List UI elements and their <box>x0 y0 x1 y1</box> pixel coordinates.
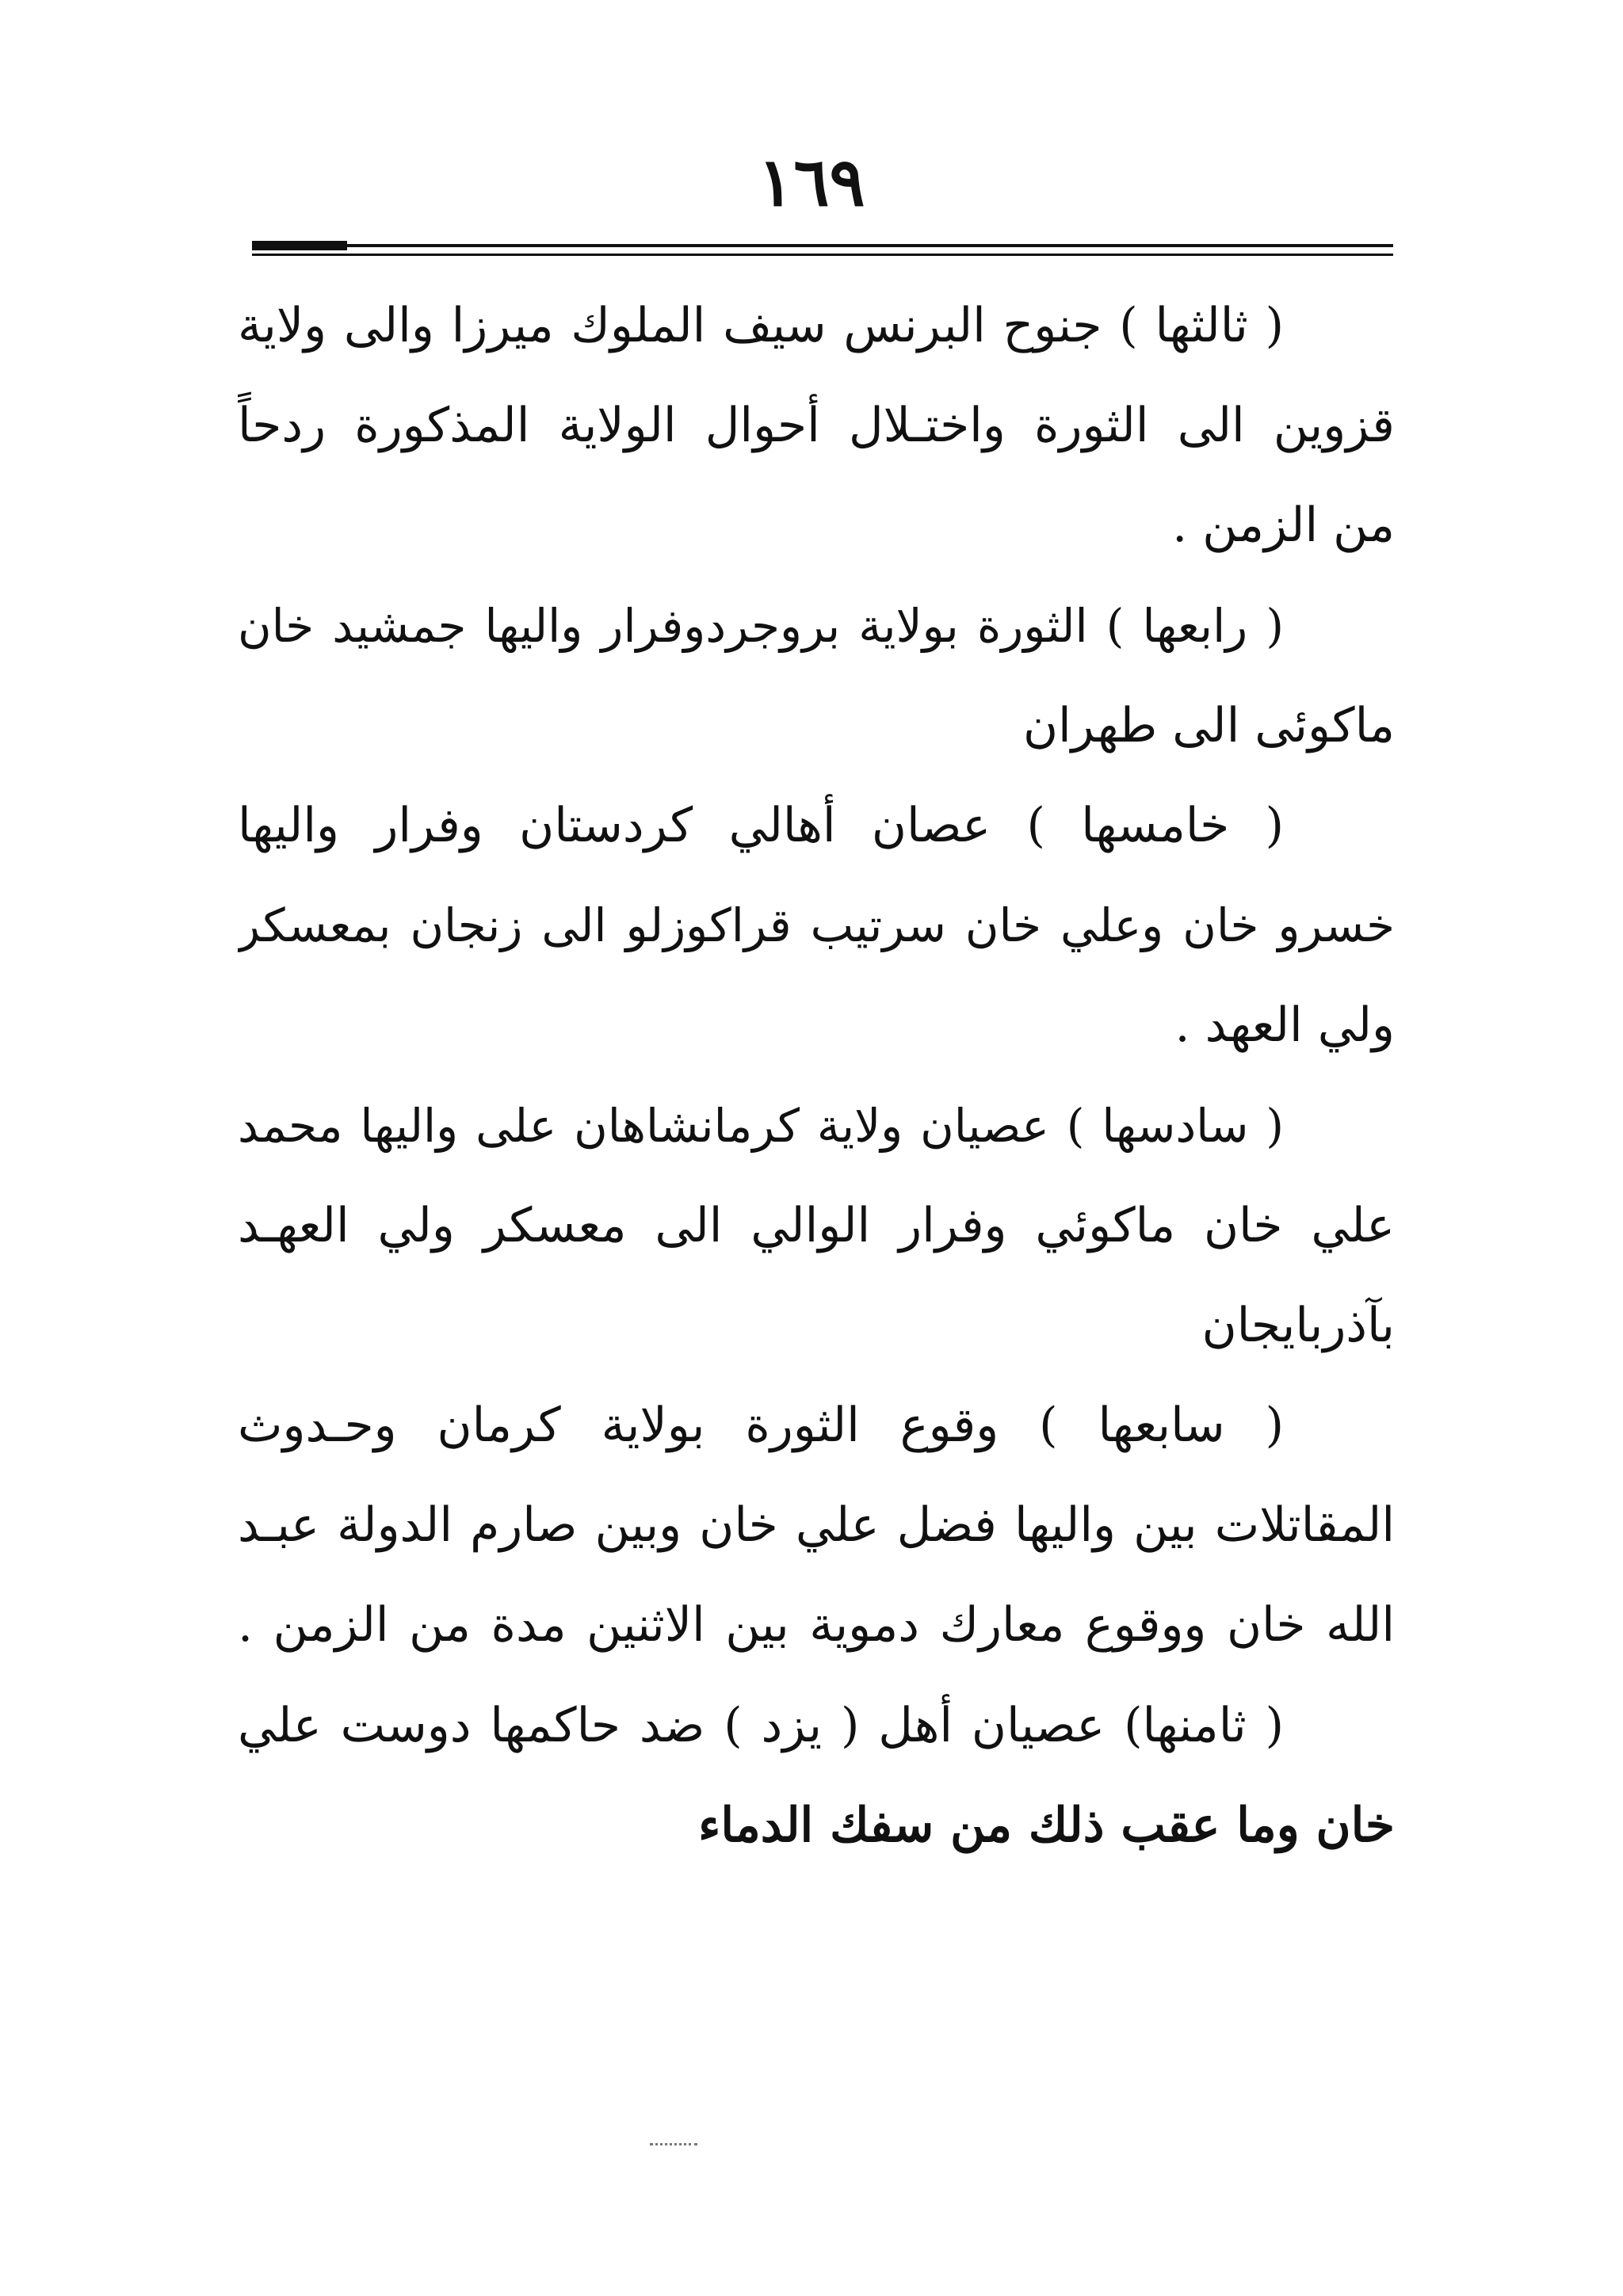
text-line: المقاتلات بين واليها فضل علي خان وبين صارم الدولة عبـد <box>238 1497 1395 1554</box>
text-line: ماكوئى الى طهران <box>1022 697 1395 753</box>
header-rule-bottom <box>252 254 1393 256</box>
text-line: قزوين الى الثورة واختـلال أحوال الولاية المذكورة ردحاً <box>238 398 1395 454</box>
text-line: ( ثامنها) عصيان أهل ( يزد ) ضد حاكمها دوست علي <box>238 1697 1284 1753</box>
text-line: من الزمن . <box>1172 498 1395 554</box>
text-line: الله خان ووقوع معارك دموية بين الاثنين مدة من الزمن . <box>238 1597 1395 1653</box>
text-line: ( رابعها ) الثورة بولاية بروجردوفرار واليها جمشيد خان <box>238 598 1284 653</box>
text-line: خان وما عقب ذلك من سفك الدماء <box>698 1797 1395 1853</box>
text-line: ( سادسها ) عصيان ولاية كرمانشاهان على واليها محمد <box>238 1098 1284 1153</box>
text-line: ( ثالثها ) جنوح البرنس سيف الملوك ميرزا والى ولاية <box>238 298 1284 353</box>
text-line: علي خان ماكوئي وفرار الوالي الى معسكر ولي العهـد <box>238 1197 1395 1253</box>
page-number: ١٦٩ <box>758 143 865 221</box>
footer-dots <box>650 2143 697 2149</box>
text-line: ( سابعها ) وقوع الثورة بولاية كرمان وحـدوث <box>238 1398 1284 1454</box>
text-line: ولي العهد . <box>1174 997 1395 1054</box>
text-line: خسرو خان وعلي خان سرتيب قراكوزلو الى زنجان بمعسكر <box>238 898 1395 953</box>
page-body <box>238 276 1395 1875</box>
text-line: ( خامسها ) عصان أهالي كردستان وفرار واليها <box>238 797 1284 853</box>
text-line: بآذربايجان <box>1201 1297 1395 1353</box>
header-rule-top <box>252 244 1393 247</box>
